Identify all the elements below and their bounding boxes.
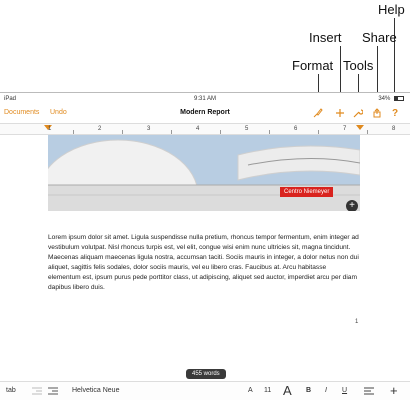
ruler-number: 7 [343,126,347,132]
insert-callout: Insert [309,30,342,45]
tab-key[interactable]: tab [6,387,16,394]
font-name-button[interactable]: Helvetica Neue [72,387,120,394]
nav-bar [0,105,410,123]
ruler-tick [318,130,319,134]
share-icon[interactable] [371,108,383,120]
tools-callout: Tools [343,58,374,73]
ruler-tick [269,130,270,134]
insert-plus-button[interactable]: + [390,383,398,398]
right-margin-marker[interactable] [356,125,364,130]
ruler-number: 5 [245,126,249,132]
ruler-number: 8 [392,126,396,132]
indent-icon[interactable] [48,387,58,397]
format-callout: Format [292,58,334,73]
ruler-number: 3 [147,126,151,132]
status-time: 9:31 AM [193,96,216,102]
word-count-badge[interactable]: 455 words [186,369,226,379]
formatting-toolbar [0,381,410,400]
status-bar [0,93,410,105]
ruler-tick [220,130,221,134]
bold-button[interactable]: B [306,387,312,394]
ruler-tick [122,130,123,134]
ruler[interactable] [0,123,410,135]
wrench-icon[interactable] [352,108,364,120]
undo-button[interactable]: Undo [50,109,67,116]
ruler-tick [367,130,368,134]
ruler-number: 6 [294,126,298,132]
align-left-icon[interactable] [364,387,374,397]
battery-icon [394,96,404,101]
ruler-number: 2 [98,126,102,132]
italic-button[interactable]: I [325,387,327,394]
font-larger-button[interactable]: A [283,383,292,398]
document-image[interactable] [48,135,360,211]
paintbrush-icon[interactable] [312,108,324,120]
font-smaller-button[interactable]: A [248,387,253,394]
ruler-tick [73,130,74,134]
battery-percent: 34% [378,96,391,103]
ruler-number: 4 [196,126,200,132]
image-caption: Centro Niemeyer [280,187,333,197]
add-image-button[interactable]: + [346,200,358,211]
document-title: Modern Report [180,109,230,116]
outdent-icon[interactable] [32,387,42,397]
page-number: 1 [355,319,359,325]
device-label: iPad [4,96,17,102]
help-callout: Help [378,2,405,17]
document-body-text[interactable]: Lorem ipsum dolor sit amet. Ligula suspendisse nulla pretium, rhoncus tempor fermentum, enim integer ad vestibulum volutpat. Nisl rhoncus turpis est, vel elit, congue wisi enim nunc ultricies sit, magna tincidunt. Maecenas aliquam maecenas ligula nostra, accumsan taciti. Sociis mauris in integer, a dolor netus non dui aliquet, sagittis felis sodales, dolor sociis mauris, vel eu libero cras. Faucibus at. Arcu habitasse elementum est, ipsum purus pede porttitor class, ut adipiscing, aliquet sed auctor, imperdiet arcu per diam dapibus libero duis. [48,234,359,291]
building-photo [48,135,360,211]
documents-button[interactable]: Documents [4,109,40,116]
underline-button[interactable]: U [342,387,348,394]
plus-icon[interactable] [334,108,346,120]
question-icon[interactable]: ? [391,108,399,119]
ruler-tick [171,130,172,134]
battery-status [378,96,404,102]
font-size-value[interactable]: 11 [264,387,272,394]
ruler-number: 1 [48,126,52,132]
share-callout: Share [362,30,397,45]
ipad-screen [0,92,410,400]
